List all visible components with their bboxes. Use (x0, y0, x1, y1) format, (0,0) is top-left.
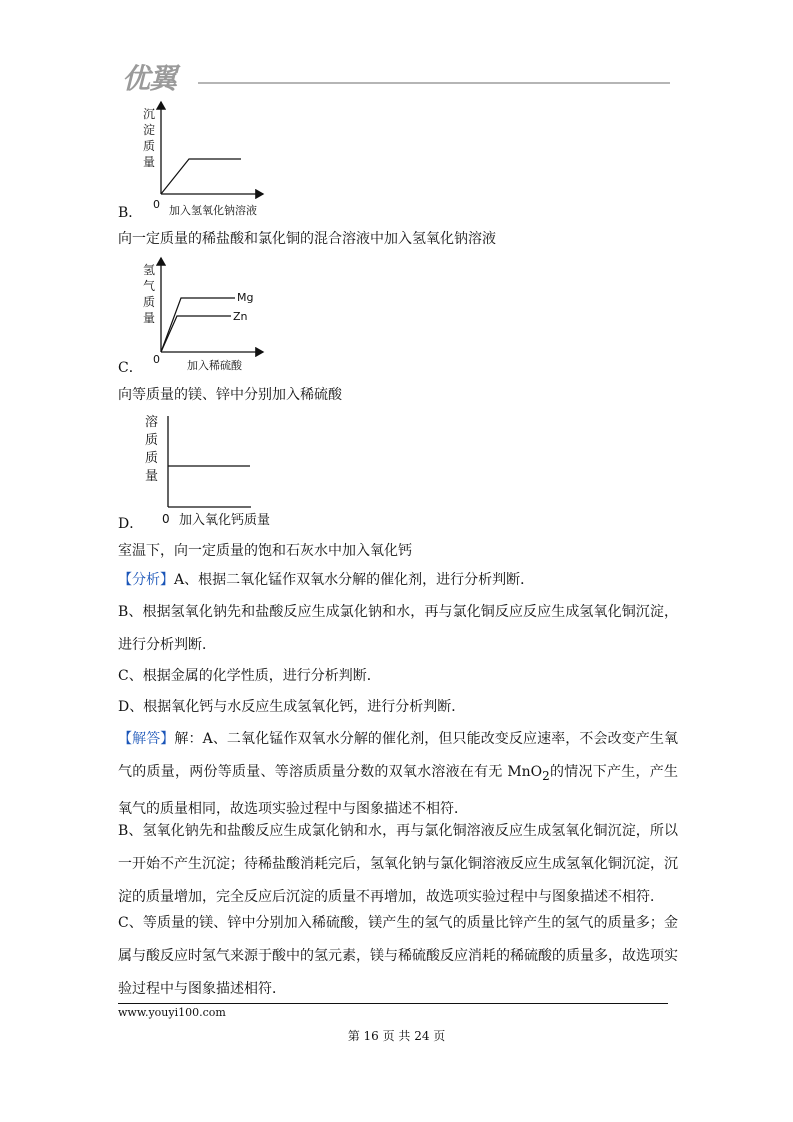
y-label-3: 质 (145, 451, 159, 466)
origin-label: 0 (153, 353, 160, 366)
y-label-4: 量 (143, 311, 156, 325)
option-d-label: D． (118, 516, 144, 532)
analysis-b: B、根据氢氧化钠先和盐酸反应生成氯化钠和水，再与氯化铜反应反应生成氢氧化铜沉淀，进行分析判断． (118, 604, 678, 653)
series-mg-label: Mg (237, 291, 254, 304)
y-label-4: 量 (143, 155, 156, 169)
y-label-1: 沉 (143, 107, 156, 121)
analysis-a (118, 564, 678, 597)
option-c-description: 向等质量的镁、锌中分别加入稀硫酸 (118, 387, 342, 403)
y-label-1: 溶 (145, 415, 159, 430)
curve-precipitate (161, 159, 241, 194)
answer-a-suffix: 的情况下产生，产生氧气的质量相同，故选项实验过程中与图象描述不相符． (118, 764, 679, 817)
answer-a-prefix: 解：A、二氧化锰作双氧水分解的催化剂，但只能改变反应速率，不会改变产生氧气的质量，两份等质量、等溶质质量分数的双氧水溶液在有无 MnO (118, 731, 679, 780)
origin-label: 0 (153, 198, 160, 211)
answer-tag: 【解答】 (118, 731, 175, 747)
answer-c: C、等质量的镁、锌中分别加入稀硫酸，镁产生的氢气的质量比锌产生的氢气的质量多；金属与酸反应时氢气来源于酸中的氢元素，镁与稀硫酸反应消耗的稀硫酸的质量多，故选项实验过程中与图象描述相符． (118, 915, 678, 997)
header-rule (198, 82, 670, 84)
answer-a (118, 723, 678, 826)
y-label-3: 质 (143, 139, 156, 153)
analysis-c: C、根据金属的化学性质，进行分析判断． (118, 668, 381, 684)
answer-b: B、氢氧化钠先和盐酸反应生成氯化钠和水，再与氯化铜溶液反应生成氢氧化铜沉淀，所以一开始不产生沉淀；待稀盐酸消耗完后，氢氧化钠与氯化铜溶液反应生成氢氧化铜沉淀，沉淀的质量增加，完全反应后沉淀的质量不再增加，故选项实验过程中与图象描述不相符． (118, 823, 678, 905)
x-label: 加入稀硫酸 (187, 359, 242, 372)
curve-mg (161, 298, 235, 352)
x-label: 加入氢氧化钠溶液 (169, 204, 257, 217)
option-d-description: 室温下，向一定质量的饱和石灰水中加入氧化钙 (118, 543, 412, 559)
graph-d (135, 410, 295, 532)
footer-rule (118, 1003, 668, 1004)
y-label-3: 质 (143, 295, 156, 309)
y-label-2: 淀 (143, 123, 156, 137)
y-label-2: 气 (143, 279, 156, 293)
analysis-tag: 【分析】 (118, 572, 174, 588)
answer-a-subscript: 2 (542, 768, 550, 783)
option-b-description: 向一定质量的稀盐酸和氯化铜的混合溶液中加入氢氧化钠溶液 (118, 231, 496, 247)
series-zn-label: Zn (233, 310, 248, 323)
y-label-2: 质 (145, 433, 159, 448)
curve-zn (161, 316, 231, 352)
graph-c (135, 254, 275, 374)
origin-label: 0 (162, 512, 170, 526)
youyi-logo: 优翼 (122, 62, 177, 95)
footer-url: www.youyi100.com (118, 1006, 226, 1019)
page-number: 第 16 页 共 24 页 (347, 1029, 446, 1043)
option-c-label: C． (118, 360, 143, 376)
x-label: 加入氧化钙质量 (179, 513, 271, 528)
y-label-4: 量 (145, 469, 159, 484)
y-label-1: 氢 (143, 263, 156, 277)
option-b-label: B． (118, 205, 143, 221)
analysis-a-text: A、根据二氧化锰作双氧水分解的催化剂，进行分析判断． (174, 572, 535, 588)
analysis-d: D、根据氧化钙与水反应生成氢氧化钙，进行分析判断． (118, 699, 466, 715)
graph-b (135, 96, 275, 220)
